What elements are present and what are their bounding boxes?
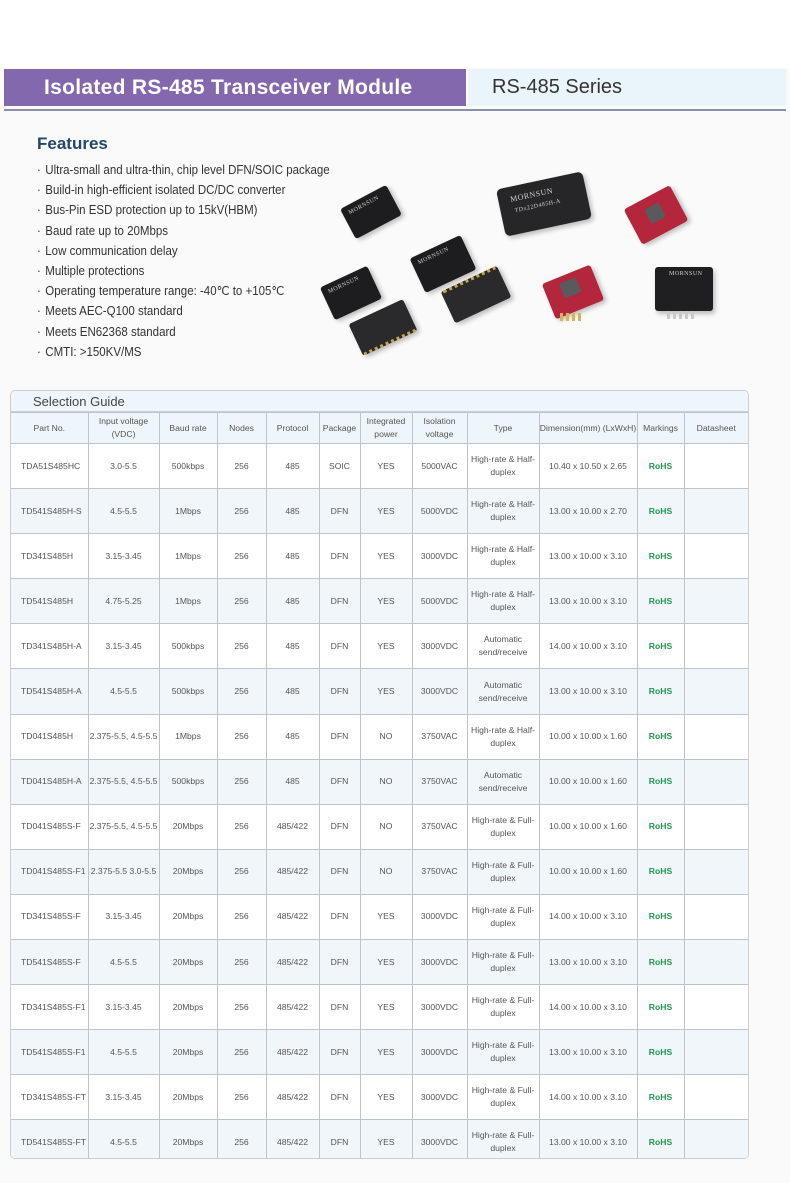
feature-item: · Low communication delay bbox=[37, 241, 330, 261]
col-baud-rate: Baud rate bbox=[159, 413, 217, 444]
type-cell: High-rate & Full-duplex bbox=[467, 894, 539, 939]
baud-rate-cell: 500kbps bbox=[159, 444, 217, 489]
baud-rate-cell: 1Mbps bbox=[159, 534, 217, 579]
input-voltage-cell: 3.15-3.45 bbox=[88, 1075, 159, 1120]
isolation-voltage-cell: 3000VDC bbox=[412, 534, 467, 579]
nodes-cell: 256 bbox=[217, 1120, 266, 1159]
feature-item: · Build-in high-efficient isolated DC/DC converter bbox=[37, 180, 330, 200]
part-number-cell: TD541S485H bbox=[11, 579, 88, 624]
input-voltage-cell: 3.15-3.45 bbox=[88, 534, 159, 579]
col-nodes: Nodes bbox=[217, 413, 266, 444]
datasheet-link[interactable] bbox=[684, 894, 748, 939]
nodes-cell: 256 bbox=[217, 534, 266, 579]
baud-rate-cell: 20Mbps bbox=[159, 894, 217, 939]
page-title: Isolated RS-485 Transceiver Module bbox=[4, 69, 466, 106]
table-row bbox=[11, 1075, 748, 1120]
protocol-cell: 485 bbox=[266, 714, 319, 759]
input-voltage-cell: 2.375-5.5, 4.5-5.5 bbox=[88, 714, 159, 759]
protocol-cell: 485/422 bbox=[266, 940, 319, 985]
isolation-voltage-cell: 3750VAC bbox=[412, 714, 467, 759]
baud-rate-cell: 20Mbps bbox=[159, 985, 217, 1030]
nodes-cell: 256 bbox=[217, 624, 266, 669]
integrated-power-cell: YES bbox=[360, 1120, 412, 1159]
datasheet-link[interactable] bbox=[684, 849, 748, 894]
features-list bbox=[37, 160, 355, 362]
input-voltage-cell: 2.375-5.5 3.0-5.5 bbox=[88, 849, 159, 894]
baud-rate-cell: 20Mbps bbox=[159, 1075, 217, 1120]
rohs-marking: RoHS bbox=[637, 1120, 684, 1159]
baud-rate-cell: 20Mbps bbox=[159, 804, 217, 849]
isolation-voltage-cell: 3750VAC bbox=[412, 804, 467, 849]
type-cell: High-rate & Full-duplex bbox=[467, 1030, 539, 1075]
table-row bbox=[11, 985, 748, 1030]
dimension-cell: 13.00 x 10.00 x 3.10 bbox=[539, 1030, 637, 1075]
top-margin bbox=[0, 0, 790, 68]
header-divider bbox=[4, 109, 786, 111]
bullet-icon: · bbox=[37, 163, 41, 177]
integrated-power-cell: YES bbox=[360, 534, 412, 579]
input-voltage-cell: 4.5-5.5 bbox=[88, 1120, 159, 1159]
table-body bbox=[11, 444, 748, 1160]
baud-rate-cell: 1Mbps bbox=[159, 489, 217, 534]
table-row bbox=[11, 849, 748, 894]
protocol-cell: 485/422 bbox=[266, 894, 319, 939]
col-markings: Markings bbox=[637, 413, 684, 444]
part-number-cell: TD541S485S-F1 bbox=[11, 1030, 88, 1075]
datasheet-link[interactable] bbox=[684, 489, 748, 534]
feature-item: · Meets EN62368 standard bbox=[37, 322, 330, 342]
dimension-cell: 14.00 x 10.00 x 3.10 bbox=[539, 894, 637, 939]
nodes-cell: 256 bbox=[217, 1075, 266, 1120]
type-cell: High-rate & Half-duplex bbox=[467, 579, 539, 624]
table-row bbox=[11, 804, 748, 849]
integrated-power-cell: NO bbox=[360, 804, 412, 849]
col-isolation-voltage: Isolation voltage bbox=[412, 413, 467, 444]
integrated-power-cell: YES bbox=[360, 1075, 412, 1120]
dimension-cell: 10.00 x 10.00 x 1.60 bbox=[539, 849, 637, 894]
rohs-marking: RoHS bbox=[637, 624, 684, 669]
eval-board-image-1 bbox=[624, 185, 689, 245]
dimension-cell: 10.00 x 10.00 x 1.60 bbox=[539, 804, 637, 849]
isolation-voltage-cell: 3000VDC bbox=[412, 669, 467, 714]
table-row bbox=[11, 444, 748, 489]
bullet-icon: · bbox=[37, 243, 41, 258]
datasheet-link[interactable] bbox=[684, 804, 748, 849]
integrated-power-cell: YES bbox=[360, 444, 412, 489]
dimension-cell: 13.00 x 10.00 x 3.10 bbox=[539, 579, 637, 624]
input-voltage-cell: 4.75-5.25 bbox=[88, 579, 159, 624]
part-number-cell: TD541S485S-FT bbox=[11, 1120, 88, 1159]
bullet-icon: · bbox=[37, 223, 41, 238]
rohs-marking: RoHS bbox=[637, 985, 684, 1030]
part-number-cell: TD341S485S-FT bbox=[11, 1075, 88, 1120]
baud-rate-cell: 20Mbps bbox=[159, 940, 217, 985]
dimension-cell: 13.00 x 10.00 x 3.10 bbox=[539, 940, 637, 985]
bullet-icon: · bbox=[37, 344, 41, 359]
table-row bbox=[11, 579, 748, 624]
datasheet-link[interactable] bbox=[684, 714, 748, 759]
protocol-cell: 485/422 bbox=[266, 1075, 319, 1120]
rohs-marking: RoHS bbox=[637, 849, 684, 894]
part-number-cell: TD041S485S-F1 bbox=[11, 849, 88, 894]
nodes-cell: 256 bbox=[217, 489, 266, 534]
col-dimension: Dimension(mm) (LxWxH) bbox=[539, 413, 637, 444]
col-integrated-power: Integrated power bbox=[360, 413, 412, 444]
type-cell: Automatic send/receive bbox=[467, 669, 539, 714]
table-row bbox=[11, 759, 748, 804]
datasheet-link[interactable] bbox=[684, 444, 748, 489]
package-cell: SOIC bbox=[319, 444, 360, 489]
input-voltage-cell: 2.375-5.5, 4.5-5.5 bbox=[88, 804, 159, 849]
input-voltage-cell: 2.375-5.5, 4.5-5.5 bbox=[88, 759, 159, 804]
datasheet-link[interactable] bbox=[684, 759, 748, 804]
nodes-cell: 256 bbox=[217, 1030, 266, 1075]
integrated-power-cell: YES bbox=[360, 940, 412, 985]
col-input-voltage: Input voltage (VDC) bbox=[88, 413, 159, 444]
input-voltage-cell: 3.15-3.45 bbox=[88, 985, 159, 1030]
input-voltage-cell: 3.15-3.45 bbox=[88, 624, 159, 669]
package-cell: DFN bbox=[319, 1120, 360, 1159]
integrated-power-cell: YES bbox=[360, 894, 412, 939]
dfn-chip-mid-image: MORNSUN bbox=[410, 235, 477, 293]
protocol-cell: 485 bbox=[266, 759, 319, 804]
part-number-cell: TD541S485H-A bbox=[11, 669, 88, 714]
integrated-power-cell: NO bbox=[360, 849, 412, 894]
baud-rate-cell: 20Mbps bbox=[159, 1120, 217, 1159]
col-package: Package bbox=[319, 413, 360, 444]
table-row bbox=[11, 1120, 748, 1159]
package-cell: DFN bbox=[319, 804, 360, 849]
type-cell: High-rate & Full-duplex bbox=[467, 804, 539, 849]
table-row bbox=[11, 669, 748, 714]
bullet-icon: · bbox=[37, 304, 41, 319]
datasheet-link[interactable] bbox=[684, 1030, 748, 1075]
integrated-power-cell: NO bbox=[360, 759, 412, 804]
protocol-cell: 485 bbox=[266, 534, 319, 579]
type-cell: High-rate & Half-duplex bbox=[467, 444, 539, 489]
isolation-voltage-cell: 5000VAC bbox=[412, 444, 467, 489]
nodes-cell: 256 bbox=[217, 759, 266, 804]
input-voltage-cell: 4.5-5.5 bbox=[88, 940, 159, 985]
part-number-cell: TD341S485S-F1 bbox=[11, 985, 88, 1030]
rohs-marking: RoHS bbox=[637, 534, 684, 579]
integrated-power-cell: NO bbox=[360, 714, 412, 759]
package-cell: DFN bbox=[319, 1075, 360, 1120]
rohs-marking: RoHS bbox=[637, 1030, 684, 1075]
part-number-cell: TD341S485H bbox=[11, 534, 88, 579]
feature-item: · Bus-Pin ESD protection up to 15kV(HBM) bbox=[37, 200, 330, 220]
dimension-cell: 14.00 x 10.00 x 3.10 bbox=[539, 624, 637, 669]
table-row bbox=[11, 1030, 748, 1075]
nodes-cell: 256 bbox=[217, 714, 266, 759]
isolation-voltage-cell: 3750VAC bbox=[412, 849, 467, 894]
package-cell: DFN bbox=[319, 579, 360, 624]
nodes-cell: 256 bbox=[217, 894, 266, 939]
dimension-cell: 10.00 x 10.00 x 1.60 bbox=[539, 759, 637, 804]
datasheet-link[interactable] bbox=[684, 534, 748, 579]
nodes-cell: 256 bbox=[217, 849, 266, 894]
package-cell: DFN bbox=[319, 849, 360, 894]
bullet-icon: · bbox=[37, 284, 41, 299]
dimension-cell: 13.00 x 10.00 x 2.70 bbox=[539, 489, 637, 534]
selection-guide-table bbox=[11, 412, 748, 1159]
integrated-power-cell: YES bbox=[360, 669, 412, 714]
input-voltage-cell: 3.0-5.5 bbox=[88, 444, 159, 489]
package-cell: DFN bbox=[319, 534, 360, 579]
integrated-power-cell: YES bbox=[360, 1030, 412, 1075]
dimension-cell: 10.00 x 10.00 x 1.60 bbox=[539, 714, 637, 759]
isolation-voltage-cell: 3000VDC bbox=[412, 894, 467, 939]
table-row bbox=[11, 940, 748, 985]
isolation-voltage-cell: 3000VDC bbox=[412, 940, 467, 985]
integrated-power-cell: YES bbox=[360, 489, 412, 534]
rohs-marking: RoHS bbox=[637, 804, 684, 849]
datasheet-link[interactable] bbox=[684, 669, 748, 714]
type-cell: Automatic send/receive bbox=[467, 759, 539, 804]
eval-board-image-2 bbox=[542, 265, 604, 320]
isolation-voltage-cell: 3750VAC bbox=[412, 759, 467, 804]
baud-rate-cell: 20Mbps bbox=[159, 1030, 217, 1075]
selection-guide bbox=[10, 390, 749, 1159]
integrated-power-cell: YES bbox=[360, 985, 412, 1030]
rohs-marking: RoHS bbox=[637, 444, 684, 489]
bullet-icon: · bbox=[37, 203, 41, 218]
nodes-cell: 256 bbox=[217, 579, 266, 624]
baud-rate-cell: 500kbps bbox=[159, 759, 217, 804]
baud-rate-cell: 500kbps bbox=[159, 624, 217, 669]
part-number-cell: TD341S485H-A bbox=[11, 624, 88, 669]
part-number-cell: TD041S485H-A bbox=[11, 759, 88, 804]
protocol-cell: 485/422 bbox=[266, 985, 319, 1030]
datasheet-link[interactable] bbox=[684, 1120, 748, 1159]
large-module-image: MORNSUN TDx22D485H-A bbox=[496, 171, 592, 236]
datasheet-link[interactable] bbox=[684, 579, 748, 624]
nodes-cell: 256 bbox=[217, 804, 266, 849]
part-number-cell: TD341S485S-F bbox=[11, 894, 88, 939]
package-cell: DFN bbox=[319, 894, 360, 939]
integrated-power-cell: YES bbox=[360, 579, 412, 624]
rohs-marking: RoHS bbox=[637, 894, 684, 939]
header-banner bbox=[4, 69, 786, 106]
protocol-cell: 485/422 bbox=[266, 849, 319, 894]
input-voltage-cell: 4.5-5.5 bbox=[88, 489, 159, 534]
part-number-cell: TD541S485H-S bbox=[11, 489, 88, 534]
package-cell: DFN bbox=[319, 624, 360, 669]
datasheet-link[interactable] bbox=[684, 624, 748, 669]
bullet-icon: · bbox=[37, 183, 41, 198]
isolation-voltage-cell: 3000VDC bbox=[412, 1030, 467, 1075]
isolation-voltage-cell: 3000VDC bbox=[412, 624, 467, 669]
nodes-cell: 256 bbox=[217, 444, 266, 489]
rohs-marking: RoHS bbox=[637, 669, 684, 714]
part-number-cell: TDA51S485HC bbox=[11, 444, 88, 489]
table-row bbox=[11, 489, 748, 534]
feature-item: · Multiple protections bbox=[37, 261, 330, 281]
dimension-cell: 13.00 x 10.00 x 3.10 bbox=[539, 1120, 637, 1159]
col-part-no: Part No. bbox=[11, 413, 88, 444]
feature-item: · CMTI: >150KV/MS bbox=[37, 342, 330, 362]
sip-module-image: MORNSUN bbox=[655, 267, 713, 311]
table-row bbox=[11, 624, 748, 669]
input-voltage-cell: 4.5-5.5 bbox=[88, 669, 159, 714]
baud-rate-cell: 20Mbps bbox=[159, 849, 217, 894]
part-number-cell: TD541S485S-F bbox=[11, 940, 88, 985]
isolation-voltage-cell: 3000VDC bbox=[412, 1075, 467, 1120]
rohs-marking: RoHS bbox=[637, 579, 684, 624]
rohs-marking: RoHS bbox=[637, 759, 684, 804]
type-cell: High-rate & Full-duplex bbox=[467, 1075, 539, 1120]
part-number-cell: TD041S485H bbox=[11, 714, 88, 759]
type-cell: High-rate & Half-duplex bbox=[467, 714, 539, 759]
baud-rate-cell: 1Mbps bbox=[159, 579, 217, 624]
input-voltage-cell: 4.5-5.5 bbox=[88, 1030, 159, 1075]
datasheet-link[interactable] bbox=[684, 1075, 748, 1120]
protocol-cell: 485 bbox=[266, 444, 319, 489]
protocol-cell: 485 bbox=[266, 624, 319, 669]
type-cell: High-rate & Full-duplex bbox=[467, 1120, 539, 1159]
integrated-power-cell: YES bbox=[360, 624, 412, 669]
datasheet-link[interactable] bbox=[684, 985, 748, 1030]
rohs-marking: RoHS bbox=[637, 940, 684, 985]
bullet-icon: · bbox=[37, 324, 41, 339]
type-cell: High-rate & Full-duplex bbox=[467, 985, 539, 1030]
input-voltage-cell: 3.15-3.45 bbox=[88, 894, 159, 939]
isolation-voltage-cell: 3000VDC bbox=[412, 1120, 467, 1159]
col-datasheet: Datasheet bbox=[684, 413, 748, 444]
type-cell: High-rate & Full-duplex bbox=[467, 940, 539, 985]
bullet-icon: · bbox=[37, 264, 41, 279]
dfn-chip-top-image: MORNSUN bbox=[320, 266, 382, 321]
rohs-marking: RoHS bbox=[637, 1075, 684, 1120]
isolation-voltage-cell: 3000VDC bbox=[412, 985, 467, 1030]
type-cell: High-rate & Full-duplex bbox=[467, 849, 539, 894]
package-cell: DFN bbox=[319, 940, 360, 985]
protocol-cell: 485 bbox=[266, 579, 319, 624]
dimension-cell: 13.00 x 10.00 x 3.10 bbox=[539, 669, 637, 714]
table-row bbox=[11, 714, 748, 759]
package-cell: DFN bbox=[319, 489, 360, 534]
type-cell: Automatic send/receive bbox=[467, 624, 539, 669]
table-row bbox=[11, 534, 748, 579]
product-photos bbox=[315, 165, 735, 345]
col-protocol: Protocol bbox=[266, 413, 319, 444]
series-label: RS-485 Series bbox=[468, 69, 786, 106]
feature-item: · Operating temperature range: -40℃ to +105℃ bbox=[37, 281, 330, 301]
rohs-marking: RoHS bbox=[637, 489, 684, 534]
soic-chip-image: MORNSUN bbox=[340, 185, 402, 239]
protocol-cell: 485 bbox=[266, 489, 319, 534]
dimension-cell: 10.40 x 10.50 x 2.65 bbox=[539, 444, 637, 489]
package-cell: DFN bbox=[319, 985, 360, 1030]
package-cell: DFN bbox=[319, 714, 360, 759]
baud-rate-cell: 500kbps bbox=[159, 669, 217, 714]
package-cell: DFN bbox=[319, 759, 360, 804]
protocol-cell: 485/422 bbox=[266, 1030, 319, 1075]
dimension-cell: 14.00 x 10.00 x 3.10 bbox=[539, 1075, 637, 1120]
nodes-cell: 256 bbox=[217, 985, 266, 1030]
nodes-cell: 256 bbox=[217, 669, 266, 714]
protocol-cell: 485 bbox=[266, 669, 319, 714]
type-cell: High-rate & Half-duplex bbox=[467, 489, 539, 534]
features-heading: Features bbox=[37, 134, 108, 153]
features-section bbox=[37, 134, 355, 362]
col-type: Type bbox=[467, 413, 539, 444]
package-cell: DFN bbox=[319, 669, 360, 714]
table-header-row bbox=[11, 413, 748, 444]
protocol-cell: 485/422 bbox=[266, 1120, 319, 1159]
dimension-cell: 13.00 x 10.00 x 3.10 bbox=[539, 534, 637, 579]
part-number-cell: TD041S485S-F bbox=[11, 804, 88, 849]
dimension-cell: 14.00 x 10.00 x 3.10 bbox=[539, 985, 637, 1030]
datasheet-link[interactable] bbox=[684, 940, 748, 985]
isolation-voltage-cell: 5000VDC bbox=[412, 489, 467, 534]
package-cell: DFN bbox=[319, 1030, 360, 1075]
rohs-marking: RoHS bbox=[637, 714, 684, 759]
isolation-voltage-cell: 5000VDC bbox=[412, 579, 467, 624]
protocol-cell: 485/422 bbox=[266, 804, 319, 849]
feature-item: · Baud rate up to 20Mbps bbox=[37, 221, 330, 241]
baud-rate-cell: 1Mbps bbox=[159, 714, 217, 759]
selection-guide-title: Selection Guide bbox=[11, 391, 748, 412]
table-row bbox=[11, 894, 748, 939]
type-cell: High-rate & Half-duplex bbox=[467, 534, 539, 579]
nodes-cell: 256 bbox=[217, 940, 266, 985]
feature-item: · Ultra-small and ultra-thin, chip level DFN/SOIC package bbox=[37, 160, 330, 180]
feature-item: · Meets AEC-Q100 standard bbox=[37, 301, 330, 321]
